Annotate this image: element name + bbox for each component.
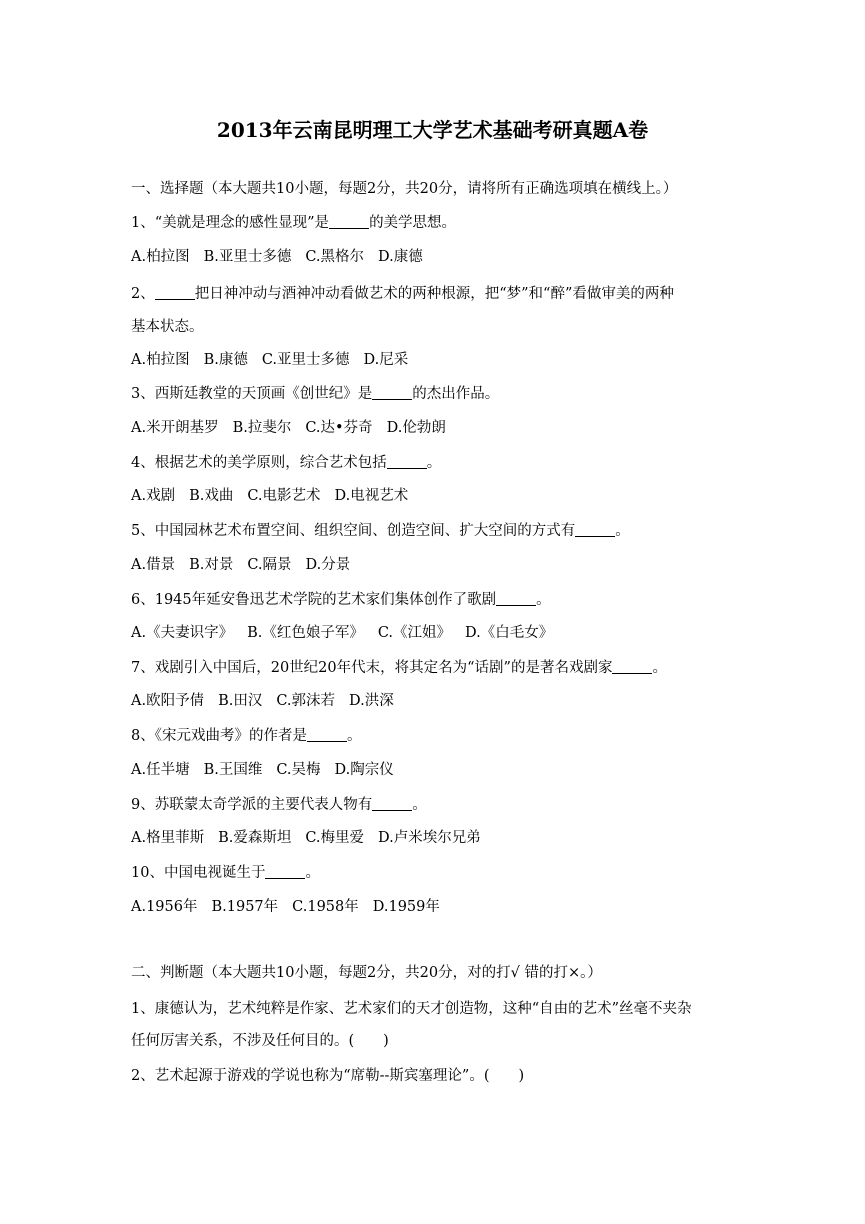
option-b: B.王国维 (203, 762, 263, 778)
option-a: A.任半塘 (131, 762, 190, 778)
section2-heading: 二、判断题（本大题共10小题，每题2分，共20分，对的打√ 错的打×。） (131, 965, 602, 981)
option-a: A.欧阳予倩 (131, 693, 205, 709)
question-7-options (131, 690, 394, 712)
option-b: B.拉斐尔 (232, 420, 292, 436)
option-b: B.对景 (189, 557, 234, 573)
question-9-options (131, 827, 481, 849)
option-a: A.《夫妻识字》 (131, 625, 234, 641)
option-c: C.郭沫若 (276, 693, 336, 709)
answer-blank (265, 864, 305, 879)
question-2-continued: 基本状态。 (131, 319, 204, 335)
question-2-options (131, 349, 408, 371)
option-a: A.1956年 (131, 899, 198, 915)
judge-question-2: 2、艺术起源于游戏的学说也称为“席勒--斯宾塞理论”。( ) (131, 1068, 525, 1084)
question-1-options (131, 246, 423, 268)
question-5: 5、中国园林艺术布置空间、组织空间、创造空间、扩大空间的方式有 。 (131, 523, 630, 539)
question-3-options (131, 417, 446, 439)
question-9: 9、苏联蒙太奇学派的主要代表人物有 。 (131, 797, 427, 813)
option-d: D.分景 (305, 557, 351, 573)
option-b: B.《红色娘子军》 (247, 625, 364, 641)
answer-blank (155, 285, 195, 300)
option-d: D.电视艺术 (334, 488, 409, 504)
answer-blank (372, 796, 412, 811)
option-b: B.康德 (203, 352, 248, 368)
question-6-options (131, 622, 553, 644)
option-a: A.柏拉图 (131, 249, 190, 265)
option-a: A.米开朗基罗 (131, 420, 219, 436)
question-3: 3、西斯廷教堂的天顶画《创世纪》是 的杰出作品。 (131, 386, 500, 402)
question-2: 2、 把日神冲动与酒神冲动看做艺术的两种根源，把“梦”和“醉”看做审美的两种 (131, 286, 674, 302)
option-d: D.卢米埃尔兄弟 (378, 830, 481, 846)
answer-blank (387, 454, 427, 469)
option-d: D.1959年 (372, 899, 440, 915)
answer-blank (612, 659, 652, 674)
answer-blank (372, 385, 412, 400)
question-1: 1、“美就是理念的感性显现”是 的美学思想。 (131, 215, 457, 231)
question-8: 8、《宋元戏曲考》的作者是 。 (131, 728, 362, 744)
judge-question-1-line1: 1、康德认为，艺术纯粹是作家、艺术家们的天才创造物，这种“自由的艺术”丝毫不夹杂 (131, 1001, 692, 1017)
answer-blank (575, 522, 615, 537)
option-a: A.格里菲斯 (131, 830, 205, 846)
option-d: D.《白毛女》 (465, 625, 554, 641)
question-4-options (131, 485, 408, 507)
section1-heading: 一、选择题（本大题共10小题，每题2分，共20分，请将所有正确选项填在横线上。） (131, 181, 678, 197)
option-b: B.亚里士多德 (203, 249, 292, 265)
judge-question-1-line2: 任何厉害关系，不涉及任何目的。( ) (131, 1033, 389, 1049)
option-c: C.隔景 (247, 557, 292, 573)
option-b: B.1957年 (211, 899, 279, 915)
answer-blank (329, 214, 369, 229)
option-b: B.戏曲 (189, 488, 234, 504)
option-b: B.爱森斯坦 (218, 830, 292, 846)
option-c: C.1958年 (292, 899, 359, 915)
option-d: D.康德 (378, 249, 423, 265)
question-10-options (131, 896, 440, 918)
option-a: A.柏拉图 (131, 352, 190, 368)
option-c: C.梅里爱 (305, 830, 365, 846)
question-7: 7、戏剧引入中国后，20世纪20年代末，将其定名为“话剧”的是著名戏剧家 。 (131, 660, 667, 676)
option-c: C.《江姐》 (377, 625, 452, 641)
question-4: 4、根据艺术的美学原则，综合艺术包括 。 (131, 455, 442, 471)
question-6: 6、1945年延安鲁迅艺术学院的艺术家们集体创作了歌剧 。 (131, 592, 551, 608)
option-c: C.吴梅 (276, 762, 321, 778)
question-8-options (131, 759, 394, 781)
option-d: D.尼采 (363, 352, 409, 368)
option-d: D.洪深 (349, 693, 394, 709)
option-a: A.戏剧 (131, 488, 176, 504)
option-c: C.电影艺术 (247, 488, 321, 504)
page-title: 2013年云南昆明理工大学艺术基础考研真题A卷 (216, 118, 649, 142)
option-c: C.达•芬奇 (305, 420, 373, 436)
option-a: A.借景 (131, 557, 176, 573)
option-b: B.田汉 (218, 693, 263, 709)
option-d: D.陶宗仪 (334, 762, 394, 778)
answer-blank (307, 727, 347, 742)
answer-blank (496, 591, 536, 606)
question-5-options (131, 554, 350, 576)
option-d: D.伦勃朗 (386, 420, 446, 436)
option-c: C.黑格尔 (305, 249, 365, 265)
question-10: 10、中国电视诞生于 。 (131, 865, 320, 881)
option-c: C.亚里士多德 (261, 352, 350, 368)
